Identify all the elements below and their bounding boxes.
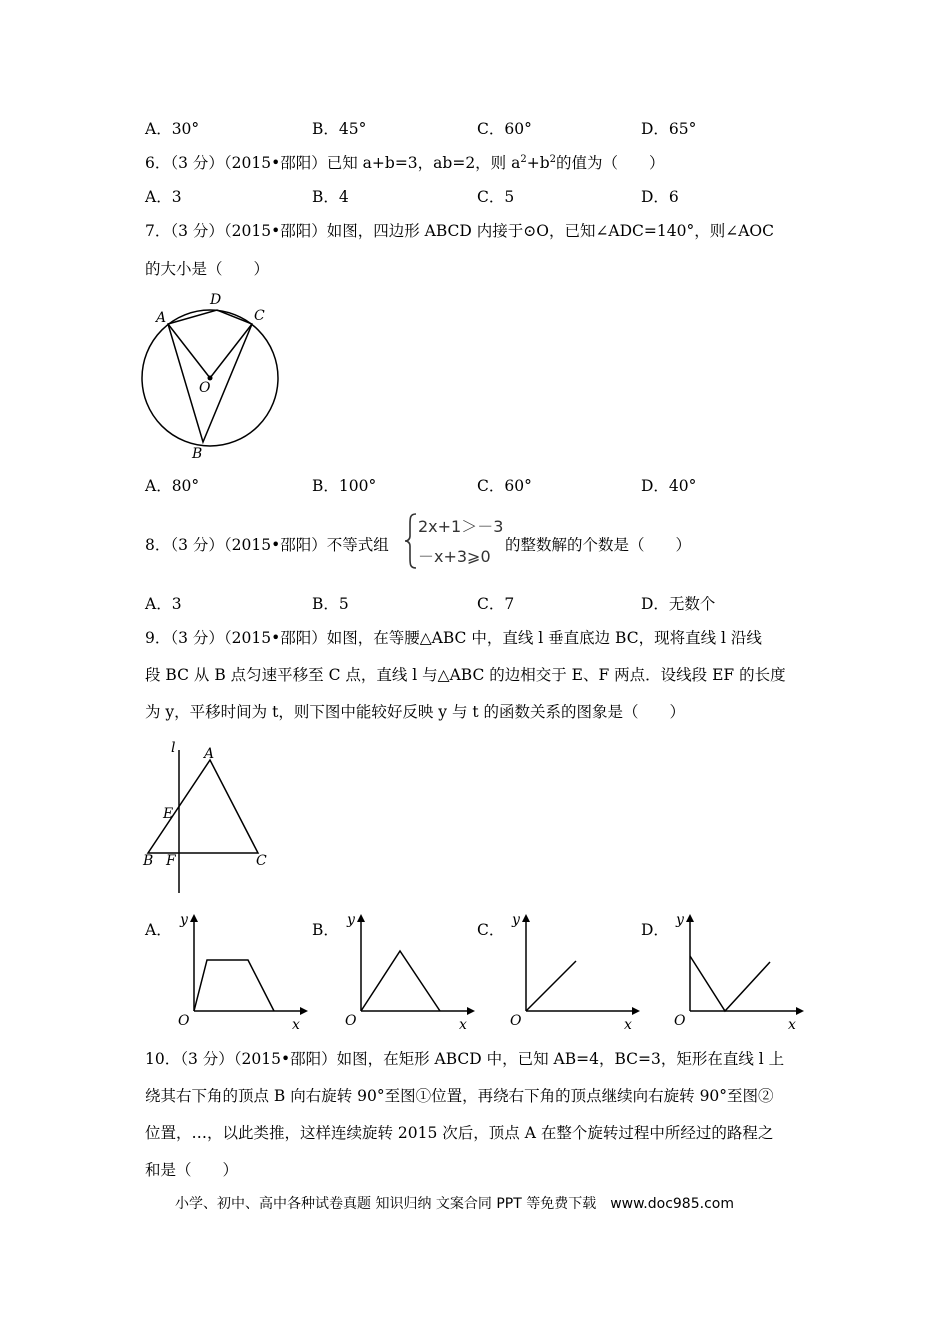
q9-stem-line2: 段 BC 从 B 点匀速平移至 C 点，直线 l 与△ABC 的边相交于 E、F 两点．设线段 EF 的长度 — [145, 666, 786, 684]
q8-option-c: C．7 — [477, 595, 515, 613]
q7-label-a: A — [156, 310, 167, 326]
q5-option-c: C．60° — [477, 120, 532, 138]
q10-stem-line2: 绕其右下角的顶点 B 向右旋转 90°至图①位置，再绕右下角的顶点继续向右旋转 90°至图② — [145, 1087, 774, 1105]
q9-option-c-label: C． — [477, 921, 505, 939]
q9-a-x-label: x — [292, 1017, 300, 1030]
q9-c-origin: O — [510, 1013, 522, 1029]
q9-d-x-label: x — [788, 1017, 796, 1030]
q9-b-y-label: y — [347, 912, 355, 928]
q7-option-b: B．100° — [312, 477, 377, 495]
q7-stem-line2: 的大小是（ ） — [145, 260, 270, 278]
q9-b-origin: O — [345, 1013, 357, 1029]
q9-option-c-graph — [502, 908, 642, 1030]
q7-label-c: C — [254, 308, 265, 324]
q7-stem-line1: 7．（3 分）（2015•邵阳）如图，四边形 ABCD 内接于⊙O，已知∠ADC=140°，则∠AOC — [145, 222, 774, 240]
q9-option-d-graph — [666, 908, 806, 1030]
page-footer: 小学、初中、高中各种试卷真题 知识归纳 文案合同 PPT 等免费下载 www.doc985.com — [175, 1196, 734, 1212]
q9-stem-line1: 9．（3 分）（2015•邵阳）如图，在等腰△ABC 中，直线 l 垂直底边 BC，现将直线 l 沿线 — [145, 629, 762, 647]
q8-option-d: D．无数个 — [641, 595, 716, 613]
q9-label-c: C — [256, 853, 267, 869]
q6-option-c: C．5 — [477, 188, 515, 206]
q6-option-b: B．4 — [312, 188, 349, 206]
q9-stem-line3: 为 y，平移时间为 t，则下图中能较好反映 y 与 t 的函数关系的图象是（ ） — [145, 703, 686, 721]
q7-label-o: O — [199, 380, 211, 396]
q9-c-x-label: x — [624, 1017, 632, 1030]
q10-stem-line1: 10．（3 分）（2015•邵阳）如图，在矩形 ABCD 中，已知 AB=4，BC=3，矩形在直线 l 上 — [145, 1050, 785, 1068]
q7-label-d: D — [210, 292, 222, 308]
q7-label-b: B — [192, 446, 203, 462]
q6-option-d: D．6 — [641, 188, 679, 206]
q9-d-y-label: y — [676, 912, 684, 928]
q8-inequality-2: －x+3⩾0 — [418, 547, 491, 566]
q9-label-e: E — [163, 806, 174, 822]
q9-d-origin: O — [674, 1013, 686, 1029]
q7-option-c: C．60° — [477, 477, 532, 495]
left-brace-icon — [404, 512, 418, 570]
q8-stem-suffix: 的整数解的个数是（ ） — [505, 536, 692, 554]
q10-stem-line4: 和是（ ） — [145, 1161, 239, 1179]
q6-stem: 6．（3 分）（2015•邵阳）已知 a+b=3，ab=2，则 $a^2+b^2$的值为（ ） — [145, 153, 665, 172]
q8-inequality-system — [404, 512, 508, 570]
q7-circle-figure — [138, 288, 288, 463]
q9-option-b-graph — [337, 908, 477, 1030]
q9-label-b: B — [143, 853, 154, 869]
q9-label-a: A — [204, 746, 215, 762]
q5-option-a: A．30° — [145, 120, 200, 138]
q9-label-f: F — [166, 853, 176, 869]
q9-b-x-label: x — [459, 1017, 467, 1030]
q9-option-d-label: D． — [641, 921, 669, 939]
q6-option-a: A．3 — [145, 188, 182, 206]
q9-option-b-label: B． — [312, 921, 339, 939]
q9-option-a-graph — [170, 908, 310, 1030]
q9-triangle-figure — [138, 738, 278, 898]
q8-option-b: B．5 — [312, 595, 349, 613]
q7-option-a: A．80° — [145, 477, 200, 495]
q9-label-l: l — [171, 740, 176, 756]
q8-option-a: A．3 — [145, 595, 182, 613]
q9-c-y-label: y — [512, 912, 520, 928]
q9-option-a-label: A． — [145, 921, 172, 939]
q8-stem-prefix: 8．（3 分）（2015•邵阳）不等式组 — [145, 536, 389, 554]
q5-option-d: D．65° — [641, 120, 697, 138]
q10-stem-line3: 位置，…，以此类推，这样连续旋转 2015 次后，顶点 A 在整个旋转过程中所经过的路程之 — [145, 1124, 774, 1142]
q8-inequality-1: 2x+1＞－3 — [418, 517, 504, 536]
q5-option-b: B．45° — [312, 120, 367, 138]
q7-option-d: D．40° — [641, 477, 697, 495]
q9-a-origin: O — [178, 1013, 190, 1029]
q9-a-y-label: y — [180, 912, 188, 928]
